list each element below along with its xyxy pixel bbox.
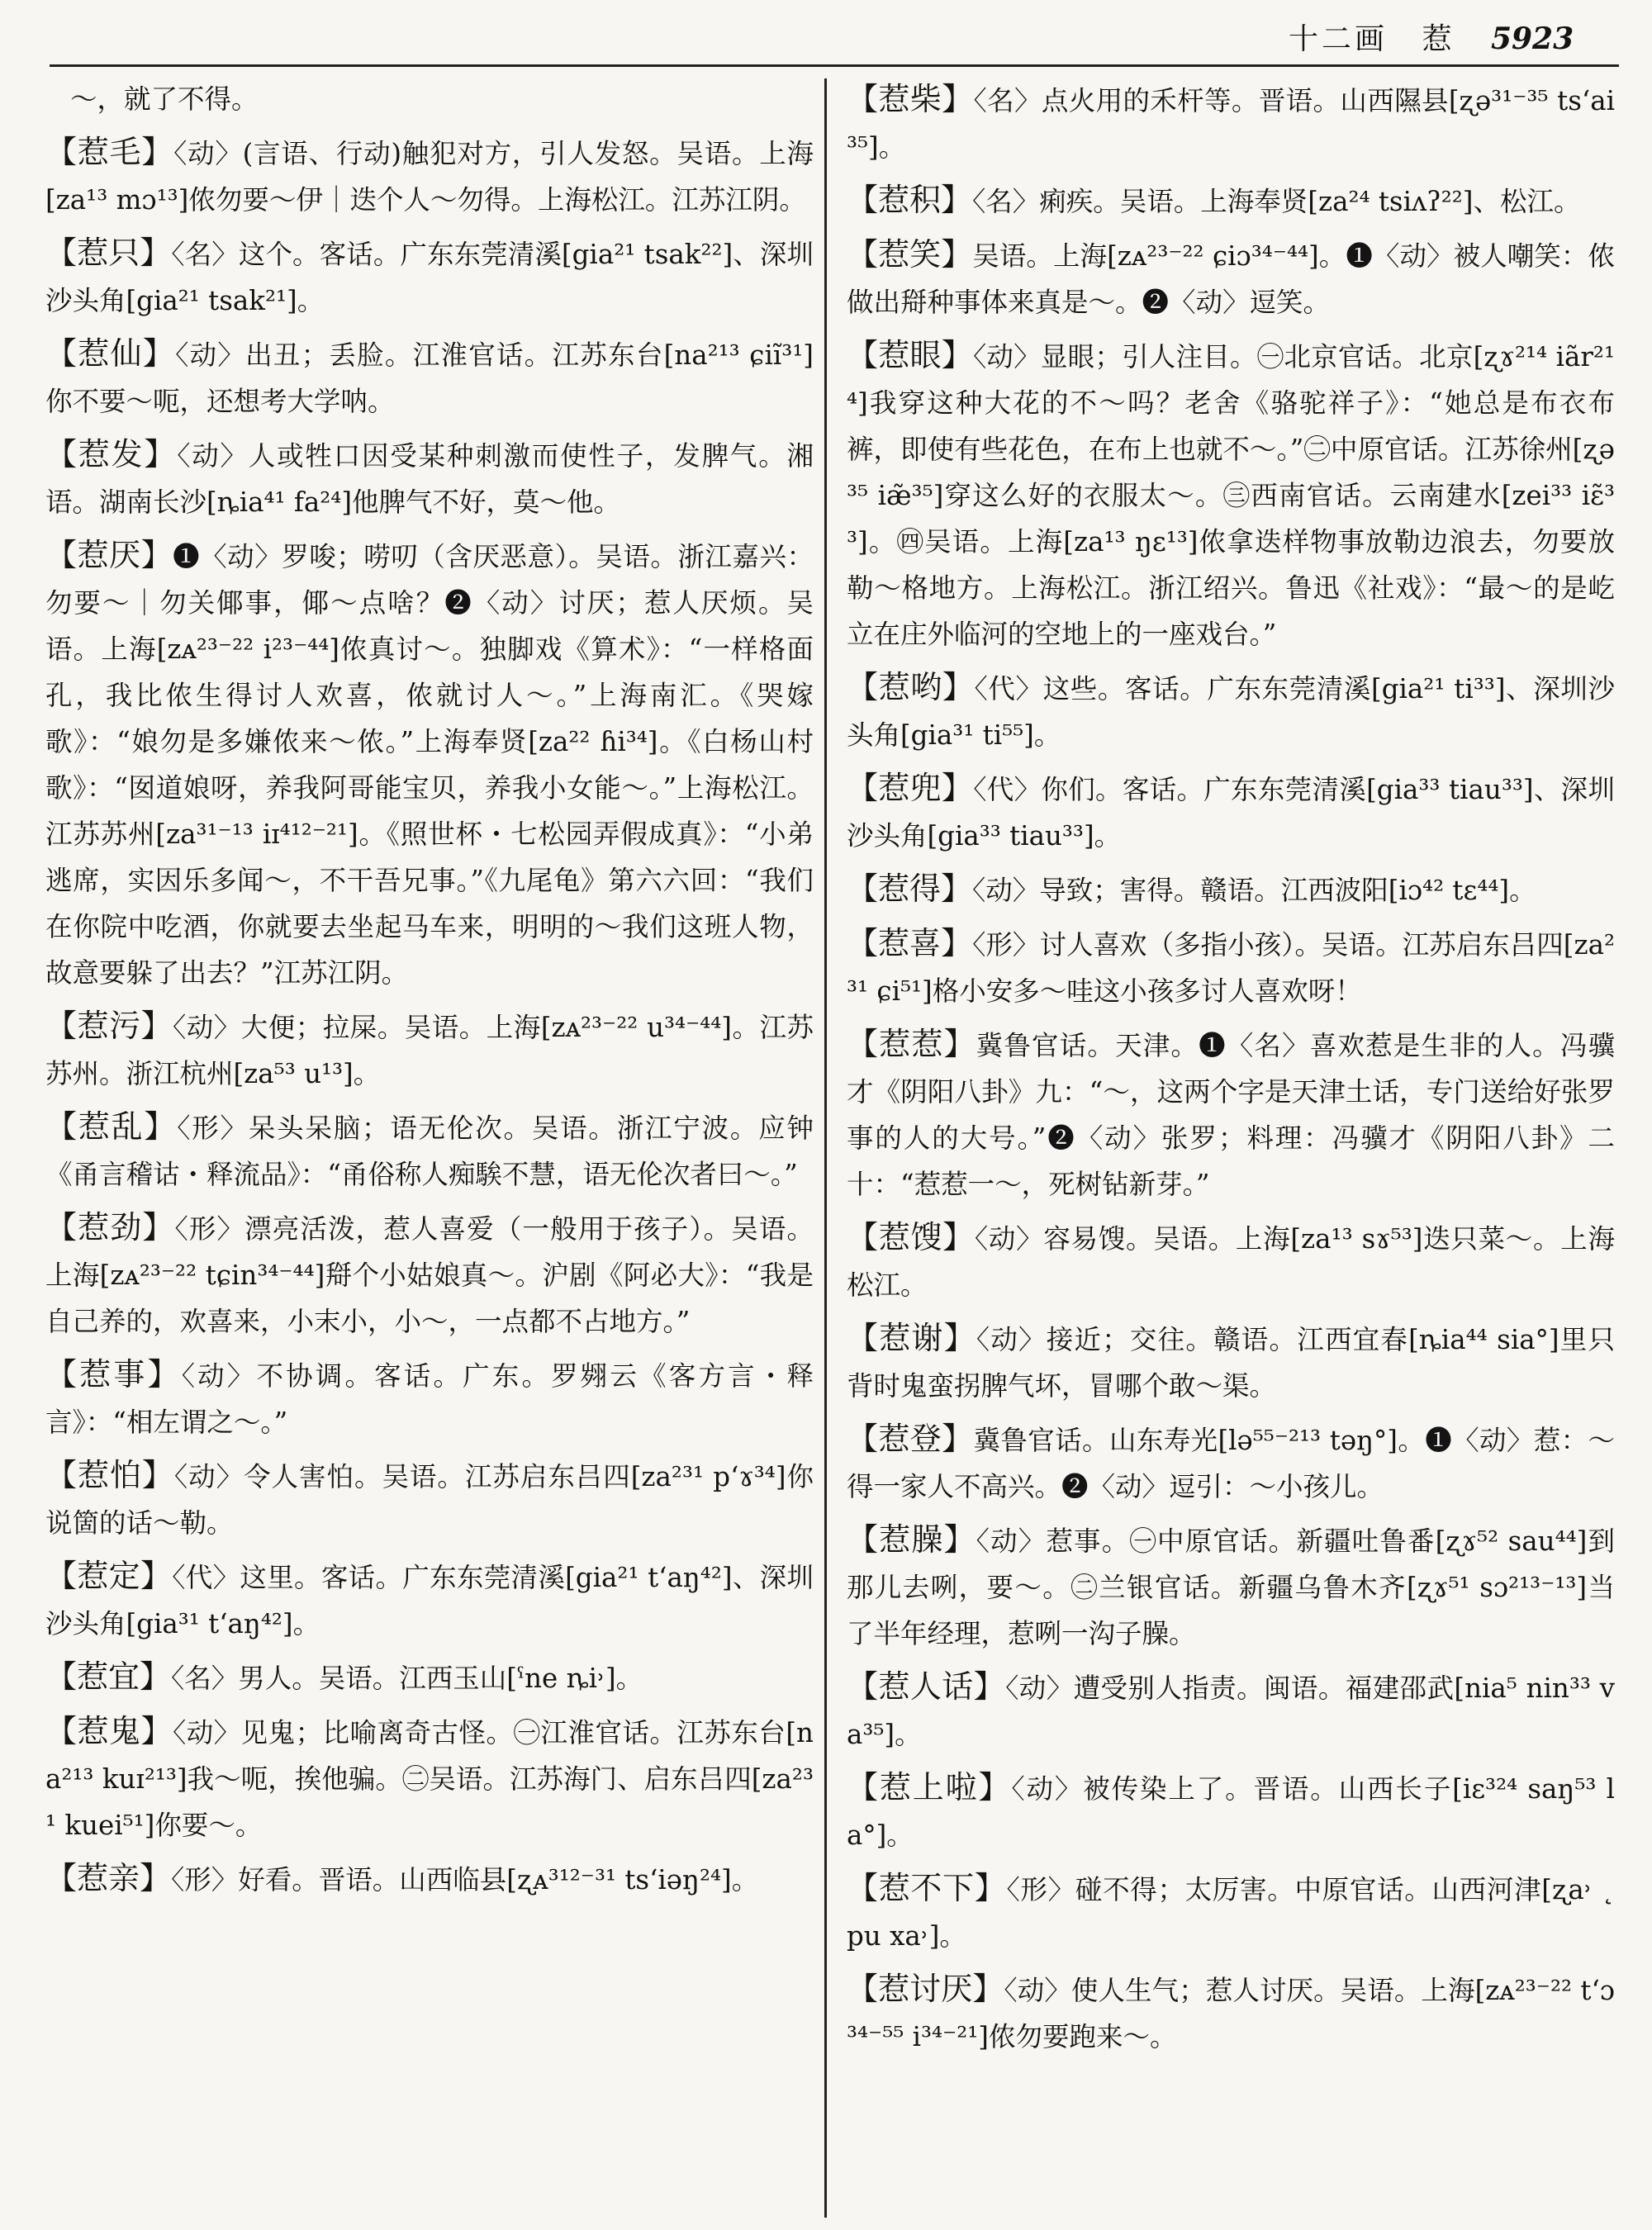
entry-definition: 〈动〉见鬼；比喻离奇古怪。㊀江淮官话。江苏东台[na²¹³ kuɪ²¹³]我～呃，挨他骗。㊁吴语。江苏海门、启东吕四[za²³¹ kuei⁵¹]你要～。 [45,1717,814,1841]
entry-definition: 〈形〉漂亮活泼，惹人喜爱（一般用于孩子）。吴语。上海[zᴀ²³⁻²² tɕin³⁴⁻⁴⁴]搿个小姑娘真～。沪剧《阿必大》：“我是自己养的，欢喜来，小末小，小～，一点都不占地方。” [45,1213,814,1337]
dictionary-entry [847,1764,1615,1858]
dictionary-entry [847,1663,1615,1758]
entry-definition: 〈名〉点火用的禾杆等。晋语。山西隰县[ʐə³¹⁻³⁵ tsʻai³⁵]。 [847,85,1615,163]
entry-definition: 〈形〉呆头呆脑；语无伦次。吴语。浙江宁波。应钟《甬言稽诂・释流品》：“甬俗称人痴騃不慧，语无伦次者曰～。” [45,1113,814,1190]
entry-definition: 〈名〉这个。客话。广东东莞清溪[gia²¹ tsak²²]、深圳沙头角[gia²¹ tsak²¹]。 [45,239,814,316]
entry-definition: 冀鲁官话。山东寿光[lə⁵⁵⁻²¹³ təŋ°]。❶〈动〉惹：～得一家人不高兴。❷〈动〉逗引：～小孩儿。 [847,1425,1615,1502]
entry-headword: 【惹厌】 [45,537,173,573]
entry-definition: 〈动〉导致；害得。赣语。江西波阳[iɔ⁴² tɛ⁴⁴]。 [972,875,1536,906]
dictionary-entry [847,1516,1615,1657]
entry-definition: ❶〈动〉罗唆；唠叨（含厌恶意）。吴语。浙江嘉兴：勿要～｜勿关倻事，倻～点啥？❷〈动〉讨厌；惹人厌烦。吴语。上海[zᴀ²³⁻²² i²³⁻⁴⁴]侬真讨～。独脚戏《算术》：“一样格面孔，我比侬生得讨人欢喜，侬就讨人～。”上海南汇。《哭嫁歌》：“娘勿是多嫌侬来～侬。”上海奉贤[za²² ɦi³⁴]。《白杨山村歌》：“囡道娘呀，养我阿哥能宝贝，养我小女能～。”上海松江。江苏苏州[za³¹⁻¹³ iɪ⁴¹²⁻²¹]。《照世杯・七松园弄假成真》：“小弟逃席，实因乐多闻～，不干吾兄事。”《九尾龟》第六六回：“我们在你院中吃酒，你就要去坐起马车来，明明的～我们这班人物，故意要躲了出去？”江苏江阴。 [45,541,814,989]
entry-definition: 〈形〉好看。晋语。山西临县[ʐᴀ³¹²⁻³¹ tsʻiəŋ²⁴]。 [171,1864,759,1896]
entry-headword: 【惹得】 [847,871,973,907]
entry-headword: 【惹劲】 [45,1209,175,1245]
entry-headword: 【惹上啦】 [847,1769,1012,1805]
dictionary-entry [847,866,1615,913]
entry-definition: 〈动〉人或牲口因受某种刺激而使性子，发脾气。湘语。湖南长沙[ȵia⁴¹ fa²⁴]他脾气不好，莫～他。 [45,440,814,518]
entry-headword: 【惹乱】 [45,1108,178,1145]
entry-headword: 【惹臊】 [847,1521,976,1558]
dictionary-entry [847,76,1615,170]
dictionary-entry [847,1315,1615,1409]
entry-headword: 【惹只】 [45,235,172,271]
entry-definition: 〈动〉不协调。客话。广东。罗翙云《客方言・释言》：“相左谓之～。” [45,1360,814,1438]
entry-definition: 〈名〉男人。吴语。江西玉山[ˤne ȵi˒]。 [171,1663,643,1694]
entry-definition: 〈动〉遭受别人指责。闽语。福建邵武[nia⁵ nin³³ va³⁵]。 [847,1672,1615,1750]
entry-headword: 【惹笑】 [847,236,973,273]
right-column [847,76,1615,2215]
dictionary-entry [847,664,1615,758]
entry-definition: 吴语。上海[zᴀ²³⁻²² ɕiɔ³⁴⁻⁴⁴]。❶〈动〉被人嘲笑：侬做出搿种事体来真是～。❷〈动〉逗笑。 [847,240,1615,318]
dictionary-entry [847,332,1615,657]
entry-definition: 〈动〉出丑；丢脸。江淮官话。江苏东台[na²¹³ ɕiĩ³¹]你不要～呃，还想考大学呐。 [45,339,814,417]
entry-definition: 〈动〉接近；交往。赣语。江西宜春[ȵia⁴⁴ sia°]里只背时鬼蛮拐脾气坏，冒哪个敢～渠。 [847,1324,1615,1402]
entry-definition: 〈动〉(言语、行动)触犯对方，引人发怒。吴语。上海[za¹³ mɔ¹³]侬勿要～伊｜迭个人～勿得。上海松江。江苏江阴。 [45,138,814,216]
entry-headword: 【惹怕】 [45,1457,174,1493]
entry-definition: 〈动〉使人生气；惹人讨厌。吴语。上海[zᴀ²³⁻²² tʻɔ³⁴⁻⁵⁵ i³⁴⁻²¹]侬勿要跑来～。 [847,1975,1615,2052]
header-character: 惹 [1422,22,1452,56]
dictionary-entry [45,330,814,425]
entry-headword: 【惹兜】 [847,770,974,806]
entry-headword: 【惹积】 [847,182,973,218]
dictionary-entry [45,1708,814,1848]
entry-headword: 【惹柴】 [847,81,974,117]
page-header [1289,18,1635,59]
dictionary-entry [45,1003,814,1097]
entry-definition: 〈动〉大便；拉屎。吴语。上海[zᴀ²³⁻²² u³⁴⁻⁴⁴]。江苏苏州。浙江杭州[za⁵³ u¹³]。 [45,1012,814,1089]
dictionary-entry [45,1204,814,1345]
entry-headword: 【惹人话】 [847,1668,1006,1705]
entry-definition: 〈名〉痢疾。吴语。上海奉贤[za²⁴ tsiʌʔ²²]、松江。 [972,186,1581,217]
entry-headword: 【惹惹】 [847,1026,976,1062]
entry-headword: 【惹登】 [847,1421,974,1457]
entry-headword: 【惹喜】 [847,925,973,961]
entry-headword: 【惹毛】 [45,134,174,170]
dictionary-entry [45,431,814,525]
dictionary-entry [45,1855,814,1903]
dictionary-entry [847,1021,1615,1208]
dictionary-entry [45,532,814,996]
entry-headword: 【惹哟】 [847,669,975,705]
entry-definition: 〈代〉你们。客话。广东东莞清溪[gia³³ tiau³³]、深圳沙头角[gia³³ tiau³³]。 [847,774,1615,852]
dictionary-entry [847,177,1615,225]
dictionary-entry [45,1654,814,1701]
page-number: 5923 [1490,21,1574,56]
entry-headword: 【惹鬼】 [45,1713,173,1749]
entry-definition: 〈动〉被传染上了。晋语。山西长子[iɛ³²⁴ saŋ⁵³ la°]。 [847,1773,1615,1851]
dictionary-entry [847,920,1615,1014]
dictionary-entry [847,231,1615,325]
column-divider [824,78,827,2218]
dictionary-entry [847,765,1615,859]
dictionary-entry [847,1966,1615,2060]
entry-definition: 〈形〉讨人喜欢（多指小孩）。吴语。江苏启东吕四[za²³¹ ɕi⁵¹]格小安多～哇这小孩多讨人喜欢呀！ [847,929,1615,1007]
entry-headword: 【惹不下】 [847,1870,1007,1906]
entry-headword: 【惹馊】 [847,1219,975,1255]
entry-headword: 【惹定】 [45,1558,173,1594]
entry-definition: 〈形〉碰不得；太厉害。中原官话。山西河津[ʐa˒ ˛pu xa˒]。 [847,1874,1615,1952]
dictionary-entry [45,129,814,223]
entry-definition: 〈代〉这里。客话。广东东莞清溪[gia²¹ tʻaŋ⁴²]、深圳沙头角[gia³¹ tʻaŋ⁴²]。 [45,1562,814,1639]
dictionary-entry [45,1553,814,1647]
entry-headword: 【惹亲】 [45,1860,172,1896]
entry-definition: 〈动〉显眼；引人注目。㊀北京官话。北京[ʐɤ²¹⁴ iãr²¹⁴]我穿这种大花的不～吗？老舍《骆驼祥子》：“她总是布衣布裤，即使有些花色，在布上也就不～。”㊁中原官话。江苏徐州[ʐə³⁵ iæ̃³⁵]穿这么好的衣服太～。㊂西南官话。云南建水[zei³³ iɛ̃³³]。㊃吴语。上海[za¹³ ŋɛ¹³]侬拿迭样物事放勒边浪去，勿要放勒～格地方。上海松江。浙江绍兴。鲁迅《社戏》：“最～的是屹立在庄外临河的空地上的一座戏台。” [847,341,1615,650]
left-column [45,76,814,2215]
entry-definition: 冀鲁官话。天津。❶〈名〉喜欢惹是生非的人。冯骥才《阴阳八卦》九：“～，这两个字是天津土话，专门送给好张罗事的人的大号。”❷〈动〉张罗；料理：冯骥才《阴阳八卦》二十：“惹惹一～，死树钻新芽。” [847,1030,1615,1200]
entry-headword: 【惹事】 [45,1356,182,1393]
entry-headword: 【惹讨厌】 [847,1971,1004,2007]
entry-headword: 【惹宜】 [45,1658,172,1695]
dictionary-entry [45,1452,814,1546]
dictionary-entry [847,1865,1615,1959]
entry-definition: 〈动〉令人害怕。吴语。江苏启东吕四[za²³¹ pʻɤ³⁴]你说箇的话～勒。 [45,1461,814,1539]
section-label: 十二画 [1289,22,1389,56]
entry-definition: 〈动〉容易馊。吴语。上海[za¹³ sɤ⁵³]迭只菜～。上海松江。 [847,1223,1615,1301]
dictionary-entry [45,1351,814,1445]
dictionary-entry [847,1416,1615,1510]
continuation-text: ～，就了不得。 [70,83,259,115]
entry-headword: 【惹仙】 [45,335,176,372]
dictionary-entry [847,1214,1615,1308]
entry-definition: 〈动〉惹事。㊀中原官话。新疆吐鲁番[ʐɤ⁵² sau⁴⁴]到那儿去咧，要～。㊁兰银官话。新疆乌鲁木齐[ʐɤ⁵¹ sɔ²¹³⁻¹³]当了半年经理，惹咧一沟子臊。 [847,1525,1615,1649]
header-rule [50,64,1619,67]
entry-headword: 【惹发】 [45,436,178,472]
entry-headword: 【惹谢】 [847,1320,976,1356]
dictionary-entry [45,1103,814,1198]
dictionary-entry [45,230,814,324]
entry-headword: 【惹污】 [45,1008,173,1044]
entry-headword: 【惹眼】 [847,337,973,373]
entry-definition: 〈代〉这些。客话。广东东莞清溪[gia²¹ ti³³]、深圳沙头角[gia³¹ ti⁵⁵]。 [847,673,1615,751]
